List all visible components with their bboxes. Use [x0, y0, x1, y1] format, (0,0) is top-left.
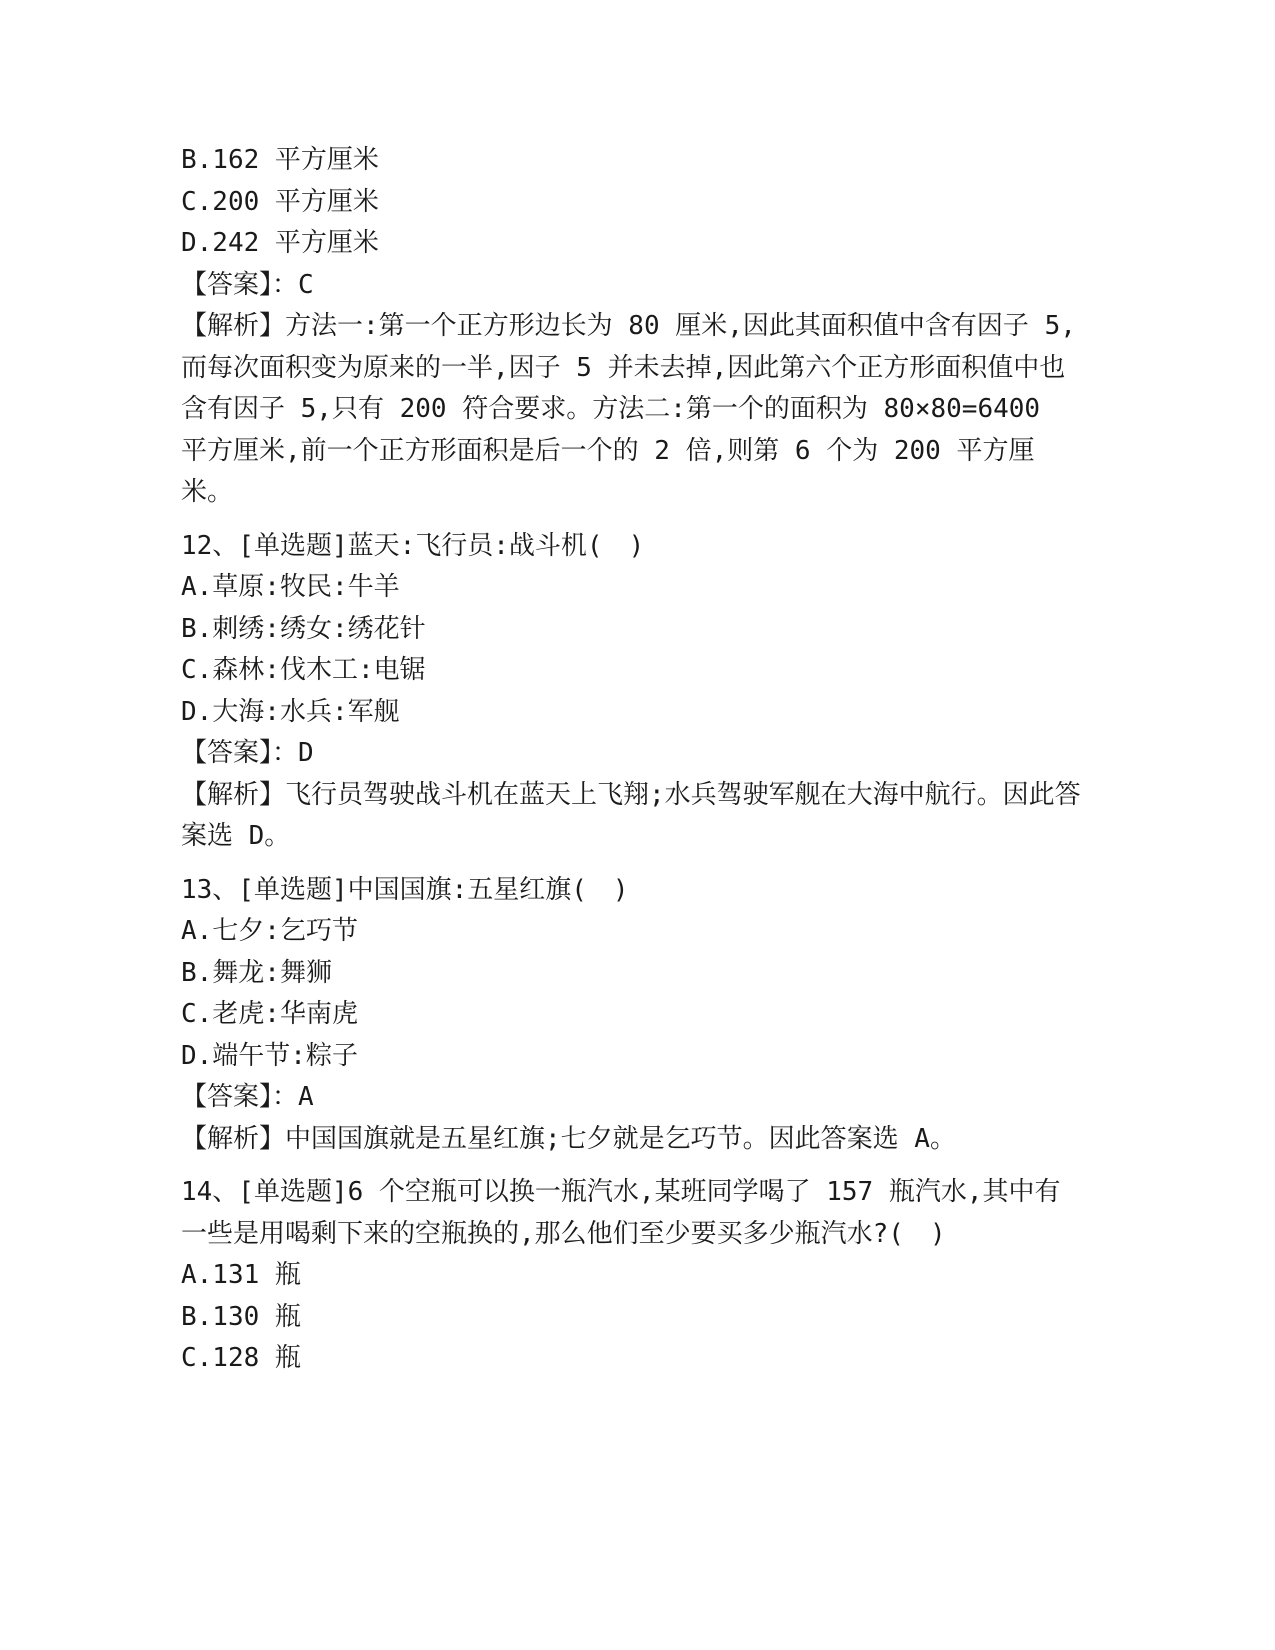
q14-option-b: B.130 瓶: [181, 1301, 301, 1332]
q12-option-c: C.森林:伐木工:电锯: [181, 655, 426, 685]
q12-analysis: 【解析】飞行员驾驶战斗机在蓝天上飞翔;水兵驾驶军舰在大海中航行。因此答案选 D。: [181, 779, 1081, 851]
question-14: [181, 1172, 1081, 1380]
q13-option-c: C.老虎:华南虎: [181, 999, 358, 1029]
q12-option-d: D.大海:水兵:军舰: [181, 696, 400, 727]
q12-option-b: B.刺绣:绣女:绣花针: [181, 613, 426, 644]
question-12: [181, 526, 1081, 858]
question-13: [181, 870, 1081, 1161]
q13-option-b: B.舞龙:舞狮: [181, 957, 332, 988]
q14-stem: 14、[单选题]6 个空瓶可以换一瓶汽水,某班同学喝了 157 瓶汽水,其中有一些是用喝剩下来的空瓶换的,那么他们至少要买多少瓶汽水?( ): [181, 1177, 1061, 1249]
q13-analysis: 【解析】中国国旗就是五星红旗;七夕就是乞巧节。因此答案选 A。: [181, 1123, 956, 1154]
question-11-tail: [181, 140, 1081, 514]
q12-option-a: A.草原:牧民:牛羊: [181, 572, 400, 602]
q11-analysis: 【解析】方法一:第一个正方形边长为 80 厘米,因此其面积值中含有因子 5,而每次面积变为原来的一半,因子 5 并未去掉,因此第六个正方形面积值中也含有因子 5,只有 200 符合要求。方法二:第一个的面积为 80×80=6400 平方厘米,前一个正方形面积是后一个的 2 倍,则第 6 个为 200 平方厘米。: [181, 311, 1076, 507]
q12-stem: 12、[单选题]蓝天:飞行员:战斗机( ): [181, 530, 645, 561]
q14-option-a: A.131 瓶: [181, 1260, 301, 1290]
q13-stem: 13、[单选题]中国国旗:五星红旗( ): [181, 874, 629, 905]
q13-option-d: D.端午节:粽子: [181, 1040, 358, 1071]
q11-option-d: D.242 平方厘米: [181, 228, 379, 258]
q12-answer: 【答案】：D: [181, 738, 314, 768]
q13-answer: 【答案】：A: [181, 1082, 314, 1112]
q14-option-c: C.128 瓶: [181, 1343, 301, 1373]
q11-answer: 【答案】：C: [181, 269, 314, 300]
q11-option-c: C.200 平方厘米: [181, 186, 379, 217]
document-body: [181, 140, 1081, 1380]
q13-option-a: A.七夕:乞巧节: [181, 916, 358, 946]
q11-option-b: B.162 平方厘米: [181, 145, 379, 175]
